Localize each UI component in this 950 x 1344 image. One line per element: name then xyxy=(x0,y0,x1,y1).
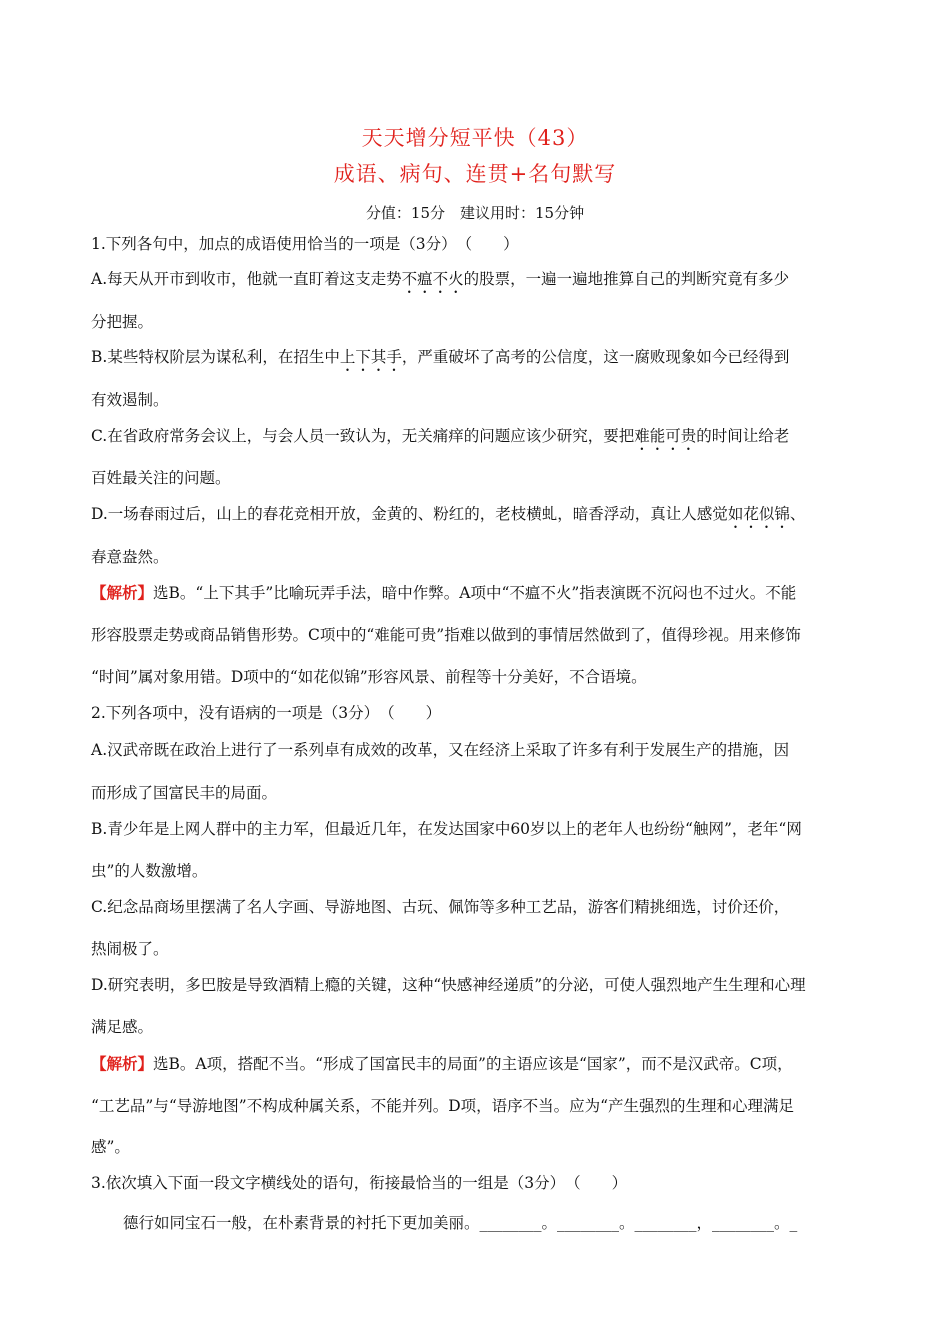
q1-option-c xyxy=(91,425,789,454)
q1-d-text-pre: D.一场春雨过后，山上的春花竞相开放，金黄的、粉红的，老枝横虬，暗香浮动，真让人感觉 xyxy=(91,505,728,523)
q1-b-idiom: 上下其手 xyxy=(339,348,402,366)
q3-passage: 德行如同宝石一般，在朴素背景的衬托下更加美丽。________。________。________，________。_ xyxy=(123,1214,798,1232)
q1-option-b-cont: 有效遏制。 xyxy=(91,391,169,409)
q1-analysis-line3: “时间”属对象用错。D项中的“如花似锦”形容风景、前程等十分美好，不合语境。 xyxy=(91,668,647,686)
q1-a-text-pre: A.每天从开市到收市，他就一直盯着这支走势 xyxy=(91,270,402,288)
q1-analysis-line1 xyxy=(91,582,796,604)
q1-a-text-post: 的股票，一遍一遍地推算自己的判断究竟有多少 xyxy=(463,270,790,288)
q1-c-text-post: 的时间让给老 xyxy=(696,427,790,445)
q2-option-c-cont: 热闹极了。 xyxy=(91,940,169,958)
q2-option-d: D.研究表明，多巴胺是导致酒精上瘾的关键，这种“快感神经递质”的分泌，可使人强烈地产生生理和心理 xyxy=(91,976,806,994)
q1-b-text-post: ，严重破坏了高考的公信度，这一腐败现象如今已经得到 xyxy=(401,348,790,366)
q1-option-d xyxy=(91,503,805,532)
page-subtitle: 成语、病句、连贯+名句默写 xyxy=(333,162,617,186)
q2-option-a-cont: 而形成了国富民丰的局面。 xyxy=(91,784,278,802)
q1-option-d-cont: 春意盎然。 xyxy=(91,548,169,566)
q2-option-b-cont: 虫”的人数激增。 xyxy=(91,862,208,880)
q2-option-a: A.汉武帝既在政治上进行了一系列卓有成效的改革，又在经济上采取了许多有利于发展生产的措施，因 xyxy=(91,741,790,759)
q1-analysis-tag: 【解析】 xyxy=(91,583,154,602)
q1-stem: 1.下列各句中，加点的成语使用恰当的一项是（3分） （ ） xyxy=(91,235,519,253)
q1-analysis-text: 选B。“上下其手”比喻玩弄手法，暗中作弊。A项中“不瘟不火”指表演既不沉闷也不过火。不能 xyxy=(153,584,797,602)
q2-stem: 2.下列各项中，没有语病的一项是（3分） （ ） xyxy=(91,704,442,722)
q1-option-a xyxy=(91,268,789,297)
q1-a-idiom: 不瘟不火 xyxy=(401,270,464,288)
q2-option-b: B.青少年是上网人群中的主力军，但最近几年，在发达国家中60岁以上的老年人也纷纷“触网”，老年“网 xyxy=(91,820,802,838)
q1-c-idiom: 难能可贵 xyxy=(634,427,697,445)
q1-c-text-pre: C.在省政府常务会议上，与会人员一致认为，无关痛痒的问题应该少研究，要把 xyxy=(91,427,635,445)
q1-option-c-cont: 百姓最关注的问题。 xyxy=(91,469,231,487)
q1-analysis-line2: 形容股票走势或商品销售形势。C项中的“难能可贵”指难以做到的事情居然做到了，值得珍视。用来修饰 xyxy=(91,626,801,644)
q2-analysis-line1 xyxy=(91,1053,793,1075)
q2-option-d-cont: 满足感。 xyxy=(91,1018,154,1036)
q1-option-a-cont: 分把握。 xyxy=(91,313,154,331)
q1-d-idiom: 如花似锦 xyxy=(727,505,790,523)
q2-analysis-tag: 【解析】 xyxy=(91,1054,154,1073)
q1-d-text-post: 、 xyxy=(789,505,806,523)
page-title: 天天增分短平快（43） xyxy=(361,126,589,150)
score-time-meta: 分值：15分 建议用时：15分钟 xyxy=(365,204,585,222)
q1-option-b xyxy=(91,346,789,375)
q3-stem: 3.依次填入下面一段文字横线处的语句，衔接最恰当的一组是（3分） （ ） xyxy=(91,1174,628,1192)
q2-analysis-line3: 感”。 xyxy=(91,1138,130,1156)
q1-b-text-pre: B.某些特权阶层为谋私利，在招生中 xyxy=(91,348,340,366)
q2-option-c: C.纪念品商场里摆满了名人字画、导游地图、古玩、佩饰等多种工艺品，游客们精挑细选，讨价还价， xyxy=(91,898,790,916)
q2-analysis-text: 选B。A项，搭配不当。“形成了国富民丰的局面”的主语应该是“国家”，而不是汉武帝。C项， xyxy=(153,1055,793,1073)
q2-analysis-line2: “工艺品”与“导游地图”不构成种属关系，不能并列。D项，语序不当。应为“产生强烈的生理和心理满足 xyxy=(91,1097,795,1115)
